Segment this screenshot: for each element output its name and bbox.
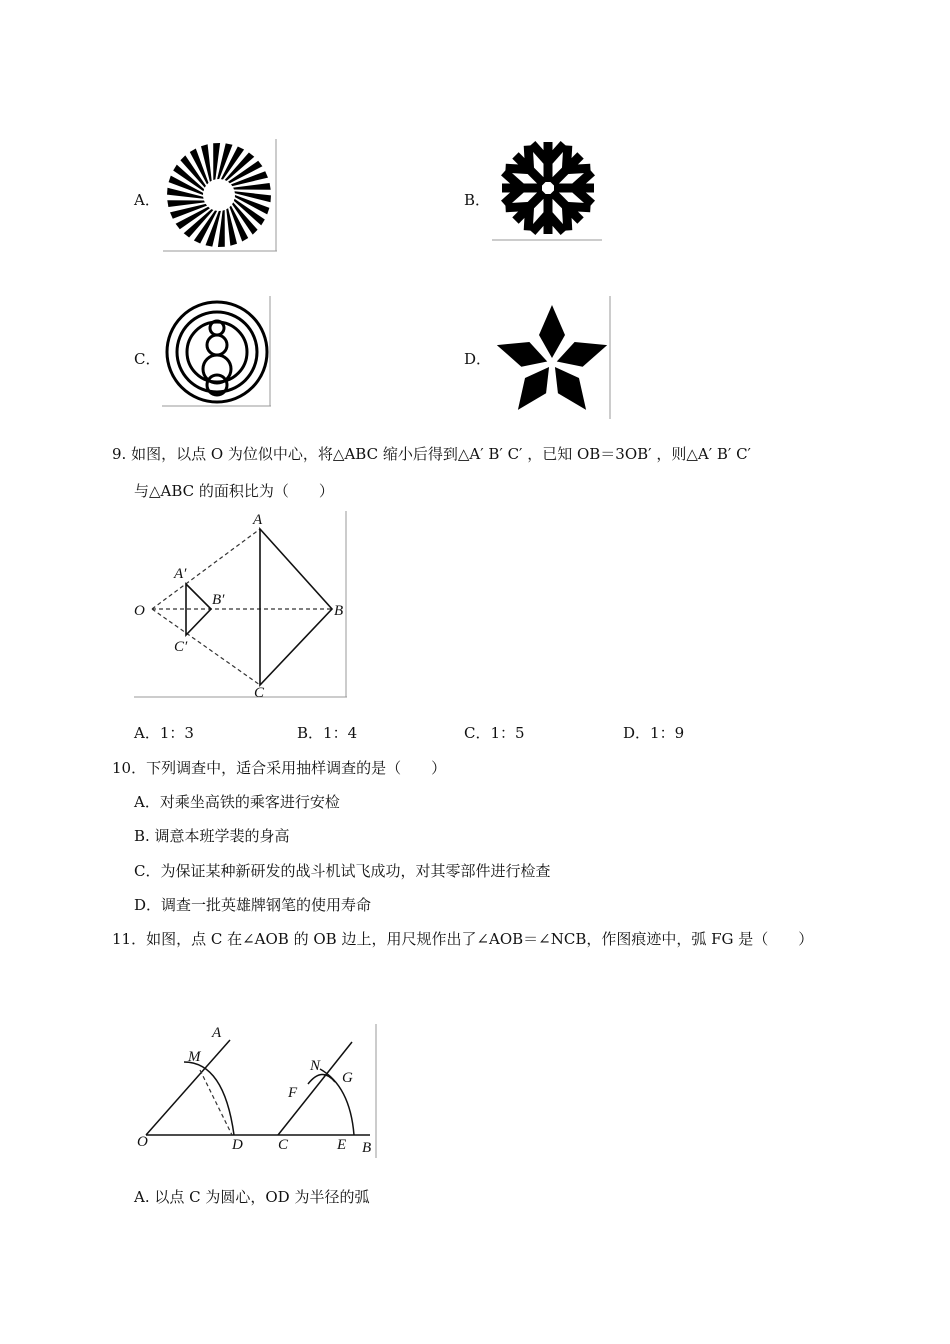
arrow-snowflake-icon [492,137,604,243]
q11-label-a: A [212,1025,222,1041]
q11-label-g: G [342,1070,353,1086]
q9-label-b1: B′ [212,592,225,608]
q10-choice-d: D．调查一批英雄牌钢笔的使用寿命 [134,896,372,914]
q11-choice-a: A. 以点 C 为圆心，OD 为半径的弧 [134,1188,370,1206]
q9-label-a1: A′ [174,566,187,582]
q11-label-m: M [188,1049,201,1065]
q9-choice-d: D．1：9 [623,724,685,742]
q9-stem-line2: 与△ABC 的面积比为（ ） [134,482,334,500]
q11-label-n: N [310,1058,321,1074]
nested-circles-icon [162,296,272,407]
q10-choice-b: B. 调意本班学裴的身高 [134,827,290,845]
sunburst-ray [201,144,212,182]
q9-homothety-figure [134,511,350,701]
sunburst-ray [235,191,272,202]
five-rhombus-star-icon [492,296,612,420]
q11-label-e: E [337,1137,347,1153]
q9-label-c: C [254,685,265,701]
q11-stem: 11．如图，点 C 在∠AOB 的 OB 边上，用尺规作出了∠AOB＝∠NCB，作图痕迹中，弧 FG 是（ ） [112,930,814,948]
radial-sunburst-icon [163,139,278,252]
q11-label-c: C [278,1137,289,1153]
q11-label-d: D [232,1137,243,1153]
q9-label-c1: C′ [174,639,188,655]
q8-option-c-label: C． [134,350,161,368]
q11-label-b: B [362,1140,372,1156]
q9-choice-a: A．1：3 [134,724,194,742]
q8-option-b-label: B． [464,191,491,209]
q11-label-o: O [137,1134,148,1150]
q9-label-o: O [134,603,145,619]
q8-option-a-label: A． [134,191,160,209]
q9-stem-line1: 9. 如图，以点 O 为位似中心，将△ABC 缩小后得到△A′ B′ C′ ，已知 OB＝3OB′ ，则△A′ B′ C′ [112,445,751,463]
q9-choice-b: B．1：4 [297,724,358,742]
q10-choice-a: A．对乘坐高铁的乘客进行安检 [134,793,340,811]
q10-stem: 10．下列调查中，适合采用抽样调查的是（ ） [112,759,447,777]
sunburst-ray [167,188,204,199]
sunburst-ray [226,208,237,246]
q9-choice-c: C．1：5 [464,724,525,742]
q10-choice-c: C．为保证某种新研发的战斗机试飞成功，对其零部件进行检查 [134,862,551,880]
q9-label-b: B [334,603,344,619]
q9-label-a: A [253,512,263,528]
q11-construction-figure [134,1022,380,1162]
q8-option-d-label: D． [464,350,492,368]
q11-label-f: F [288,1085,298,1101]
